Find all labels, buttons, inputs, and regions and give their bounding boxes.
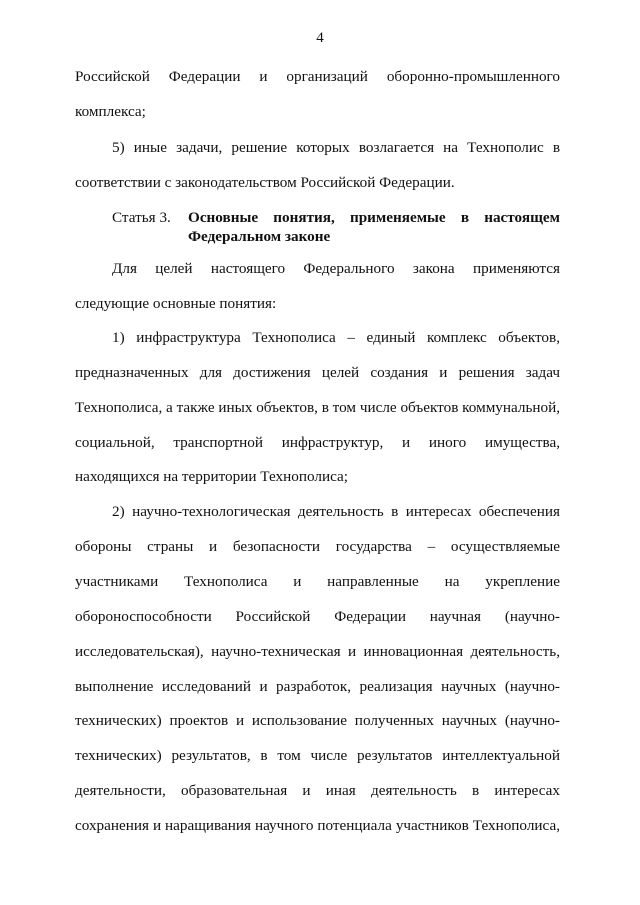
text-line: 1) инфраструктура Технополиса – единый комплекс объектов,	[112, 329, 560, 346]
article-title: Основные понятия, применяемые в настоящем	[188, 209, 560, 226]
article-label: Статья 3.	[112, 209, 171, 226]
text-line: технических) проектов и использование полученных научных (научно-	[75, 712, 560, 729]
text-line: выполнение исследований и разработок, реализация научных (научно-	[75, 678, 560, 695]
text-line: технических) результатов, в том числе результатов интеллектуальной	[75, 747, 560, 764]
page-number: 4	[316, 30, 324, 46]
text-line: находящихся на территории Технополиса;	[75, 468, 348, 485]
text-line: 5) иные задачи, решение которых возлагается на Технополис в	[112, 139, 560, 156]
text-line: комплекса;	[75, 103, 146, 120]
article-title: Федеральном законе	[188, 228, 331, 245]
text-line: Для целей настоящего Федерального закона применяются	[112, 260, 560, 277]
text-line: следующие основные понятия:	[75, 295, 277, 312]
text-line: соответствии с законодательством Российской Федерации.	[75, 174, 455, 191]
text-line: исследовательская), научно-техническая и инновационная деятельность,	[75, 643, 560, 660]
text-line: Технополиса, а также иных объектов, в том числе объектов коммунальной,	[75, 399, 561, 416]
text-line: деятельности, образовательная и иная деятельность в интересах	[75, 782, 560, 799]
text-line: сохранения и наращивания научного потенциала участников Технополиса,	[75, 817, 560, 834]
text-line: 2) научно-технологическая деятельность в интересах обеспечения	[112, 503, 560, 520]
text-line: обороны страны и безопасности государства – осуществляемые	[75, 538, 560, 555]
text-line: предназначенных для достижения целей создания и решения задач	[75, 364, 560, 381]
text-line: Российской Федерации и организаций оборонно-промышленного	[75, 68, 560, 85]
text-line: социальной, транспортной инфраструктур, и иного имущества,	[75, 434, 560, 451]
text-line: обороноспособности Российской Федерации научная (научно-	[75, 608, 560, 625]
text-line: участниками Технополиса и направленные на укрепление	[75, 573, 560, 590]
